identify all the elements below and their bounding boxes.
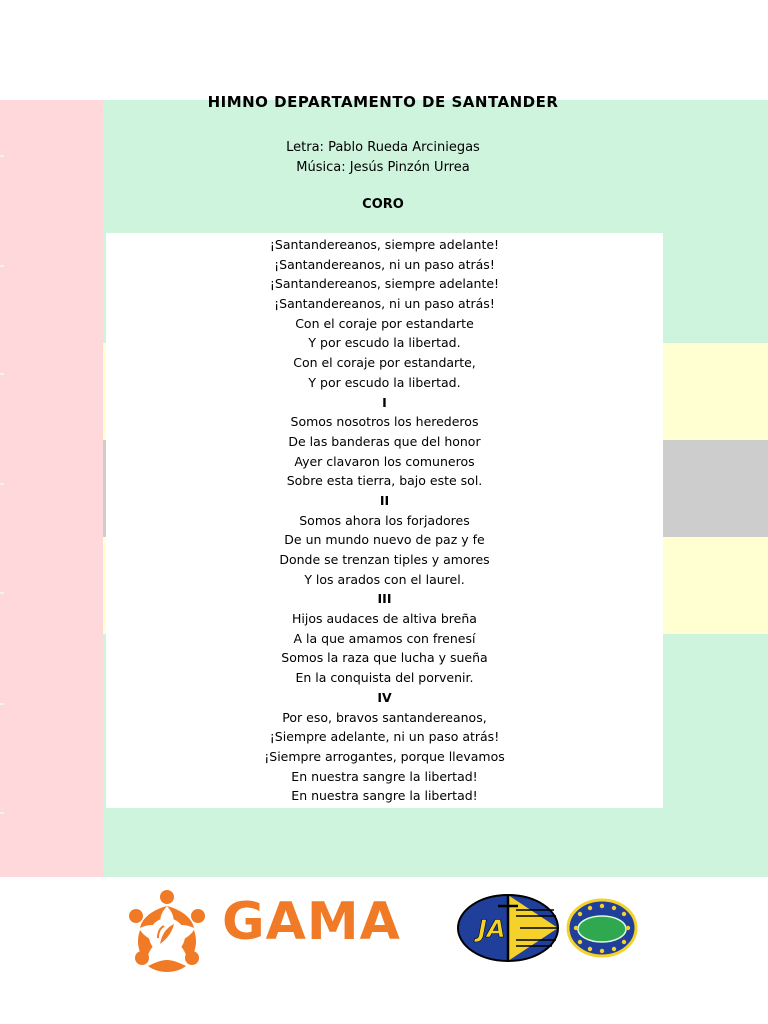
document-title: HIMNO DEPARTAMENTO DE SANTANDER (207, 93, 559, 111)
lyric-line: De un mundo nuevo de paz y fe (284, 532, 485, 548)
lyric-line: Hijos audaces de altiva breña (292, 611, 477, 627)
lyric-line: Somos ahora los forjadores (299, 512, 470, 528)
lyric-line: Por eso, bravos santandereanos, (282, 709, 487, 725)
lyric-line: Donde se trenzan tiples y amores (279, 552, 490, 567)
lyric-line: Y los arados con el laurel. (304, 571, 465, 587)
lyric-line: ¡Santandereanos, siempre adelante! (269, 276, 500, 292)
lyric-line: Y por escudo la libertad. (308, 335, 461, 351)
lyric-line: Con el coraje por estandarte (295, 315, 474, 331)
lyric-line: Con el coraje por estandarte, (293, 355, 476, 371)
composer-credit: Música: Jesús Pinzón Urrea (296, 160, 470, 175)
gama-brand-text: GAMA (222, 892, 401, 952)
lyrics-list (106, 233, 663, 806)
lyric-line: En nuestra sangre la libertad! (291, 768, 478, 784)
lyric-line: Y por escudo la libertad. (308, 374, 461, 390)
lyricist-credit: Letra: Pablo Rueda Arciniegas (286, 140, 480, 155)
lyric-line: ¡Santandereanos, ni un paso atrás! (274, 256, 495, 272)
margin-tick (0, 592, 4, 594)
margin-tick (0, 265, 4, 267)
credits (103, 138, 663, 178)
verse-heading: I (382, 394, 387, 410)
lyric-line: En la conquista del porvenir. (295, 670, 474, 686)
margin-tick (0, 812, 4, 814)
lyric-line: De las banderas que del honor (288, 433, 481, 449)
lyric-line: Somos nosotros los herederos (290, 414, 479, 430)
verse-heading: III (377, 591, 392, 607)
lyric-line: Somos la raza que lucha y sueña (281, 650, 488, 666)
lyric-line: A la que amamos con frenesí (293, 630, 476, 646)
ja-logo-icon (450, 892, 642, 964)
margin-tick (0, 703, 4, 705)
lyric-line: ¡Santandereanos, ni un paso atrás! (274, 296, 495, 312)
pink-left-band (0, 100, 103, 877)
ja-logo-text: JA (478, 915, 506, 943)
lyrics-panel (106, 233, 663, 808)
lyric-line: Sobre esta tierra, bajo este sol. (286, 473, 483, 489)
margin-tick (0, 373, 4, 375)
lyric-line: ¡Siempre arrogantes, porque llevamos (264, 748, 505, 764)
margin-tick (0, 155, 4, 157)
chorus-heading: CORO (362, 197, 404, 212)
lyric-line: ¡Siempre adelante, ni un paso atrás! (269, 729, 500, 745)
lyric-line: En nuestra sangre la libertad! (291, 788, 478, 804)
verse-heading: IV (377, 689, 392, 705)
lyric-line: Ayer clavaron los comuneros (294, 453, 475, 469)
verse-heading: II (379, 492, 390, 508)
lyric-line: ¡Santandereanos, siempre adelante! (269, 237, 500, 252)
gama-logo-icon (122, 888, 212, 978)
margin-tick (0, 483, 4, 485)
